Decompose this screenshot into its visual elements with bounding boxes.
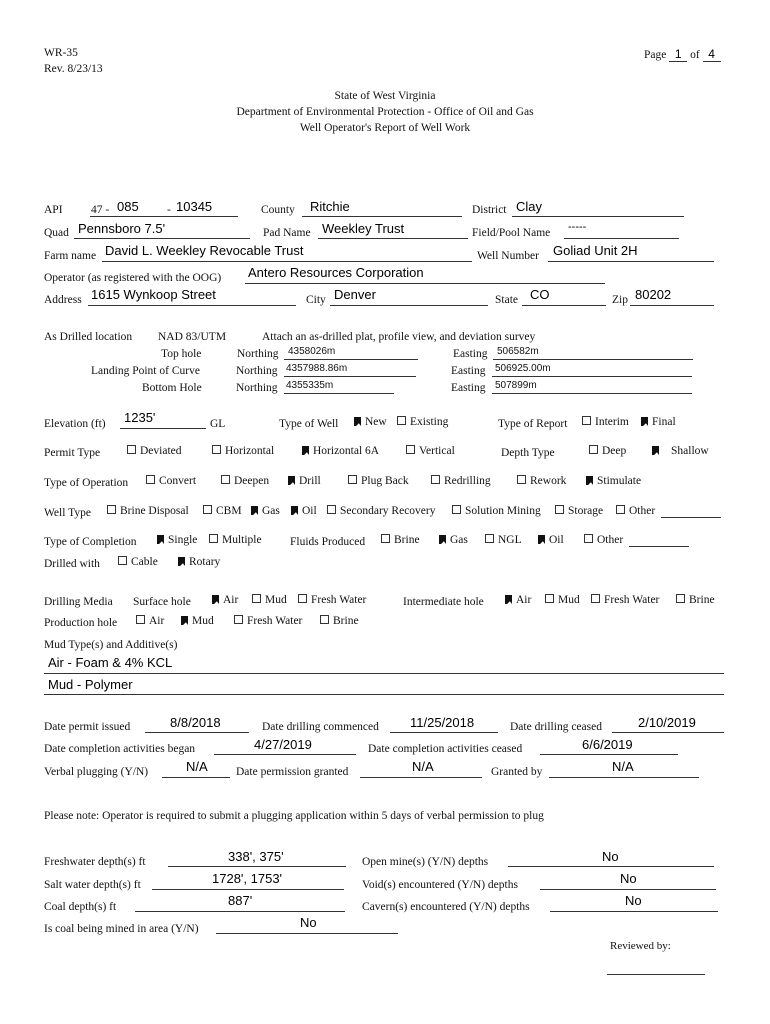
checked-icon <box>288 476 295 485</box>
granted-by-field[interactable]: N/A <box>612 759 634 774</box>
operator-field[interactable]: Antero Resources Corporation <box>248 265 424 280</box>
checkbox-icon <box>320 615 329 624</box>
checkbox-icon <box>203 505 212 514</box>
reviewed-by-line[interactable] <box>607 974 705 975</box>
op-deepen-option[interactable]: Deepen <box>221 475 269 487</box>
fluid-ngl-option[interactable]: NGL <box>485 534 522 546</box>
saltwater-label: Salt water depth(s) ft <box>44 879 141 891</box>
header-line2: Department of Environmental Protection - Office of Oil and Gas <box>236 106 534 118</box>
checkbox-icon <box>146 475 155 484</box>
checkbox-icon <box>381 534 390 543</box>
checked-icon <box>538 535 545 544</box>
checkbox-icon <box>397 416 406 425</box>
fluids-label: Fluids Produced <box>290 536 366 548</box>
wt-gas-option[interactable]: Gas <box>251 505 280 517</box>
api-dash: - <box>167 204 171 216</box>
inter-mud-option[interactable]: Mud <box>545 594 580 606</box>
checked-icon <box>251 506 258 515</box>
checkbox-icon <box>591 594 600 603</box>
well-number-label: Well Number <box>477 250 539 262</box>
date-permit-field[interactable]: 8/8/2018 <box>170 715 221 730</box>
inter-air-option[interactable]: Air <box>505 594 531 606</box>
header-line3: Well Operator's Report of Well Work <box>299 122 471 134</box>
caverns-field[interactable]: No <box>625 893 642 908</box>
voids-label: Void(s) encountered (Y/N) depths <box>362 879 518 891</box>
field-pool-label: Field/Pool Name <box>472 227 551 239</box>
of-label: of <box>690 49 700 61</box>
permit-vertical-option[interactable]: Vertical <box>406 445 455 457</box>
caverns-label: Cavern(s) encountered (Y/N) depths <box>362 901 530 913</box>
checked-icon <box>652 446 659 455</box>
type-of-well-label: Type of Well <box>279 418 339 430</box>
mud-types-label: Mud Type(s) and Additive(s) <box>44 639 178 651</box>
checked-icon <box>157 535 164 544</box>
county-field[interactable]: Ritchie <box>310 199 350 214</box>
checkbox-icon <box>584 534 593 543</box>
checked-icon <box>641 417 648 426</box>
intermediate-hole-label: Intermediate hole <box>403 596 484 608</box>
checkbox-icon <box>616 505 625 514</box>
checked-icon <box>505 595 512 604</box>
checkbox-icon <box>545 594 554 603</box>
zip-label: Zip <box>612 294 628 306</box>
city-label: City <box>306 294 326 306</box>
wt-oil-option[interactable]: Oil <box>291 505 317 517</box>
surface-fresh-water-option[interactable]: Fresh Water <box>298 594 366 606</box>
farm-name-field[interactable]: David L. Weekley Revocable Trust <box>105 243 304 258</box>
farm-name-label: Farm name <box>44 250 97 262</box>
date-perm-granted-label: Date permission granted <box>236 766 349 778</box>
date-comp-ceased-label: Date completion activities ceased <box>368 743 523 755</box>
bottom-easting-label: Easting <box>451 382 486 394</box>
prod-fresh-water-option[interactable]: Fresh Water <box>234 615 302 627</box>
inter-fresh-water-option[interactable]: Fresh Water <box>591 594 659 606</box>
date-permit-label: Date permit issued <box>44 721 131 733</box>
page-total[interactable]: 4 <box>703 47 721 62</box>
permit-horizontal-option[interactable]: Horizontal <box>212 445 274 457</box>
wt-brine-disposal-option[interactable]: Brine Disposal <box>107 505 189 517</box>
inter-brine-option[interactable]: Brine <box>676 594 715 606</box>
date-comp-began-field[interactable]: 4/27/2019 <box>254 737 312 752</box>
checked-icon <box>302 446 309 455</box>
attach-label: Attach an as-drilled plat, profile view, and deviation survey <box>262 331 536 343</box>
open-mines-field[interactable]: No <box>602 849 619 864</box>
comp-multiple-option[interactable]: Multiple <box>209 534 262 546</box>
depth-type-label: Depth Type <box>501 447 555 459</box>
drill-rotary-option[interactable]: Rotary <box>178 556 220 568</box>
open-mines-label: Open mine(s) (Y/N) depths <box>362 856 489 868</box>
header-line1: State of West Virginia <box>334 90 436 102</box>
checkbox-icon <box>582 416 591 425</box>
checkbox-icon <box>298 594 307 603</box>
page-label: Page <box>644 49 667 61</box>
verbal-label: Verbal plugging (Y/N) <box>44 766 149 778</box>
verbal-field[interactable]: N/A <box>186 759 208 774</box>
drilled-with-label: Drilled with <box>44 558 100 570</box>
checked-icon <box>586 476 593 485</box>
date-commenced-field[interactable]: 11/25/2018 <box>410 715 475 730</box>
freshwater-field[interactable]: 338', 375' <box>228 849 284 864</box>
landing-northing-field[interactable]: 4357988.86m <box>286 363 348 374</box>
pad-name-field[interactable]: Weekley Trust <box>322 221 405 236</box>
well-existing-option[interactable]: Existing <box>397 416 448 428</box>
mud-type-1-field[interactable]: Air - Foam & 4% KCL <box>48 655 173 670</box>
checkbox-icon <box>107 505 116 514</box>
fluid-other-option[interactable]: Other <box>584 534 623 546</box>
drill-cable-option[interactable]: Cable <box>118 556 158 568</box>
op-plug-back-option[interactable]: Plug Back <box>348 475 409 487</box>
checkbox-icon <box>589 445 598 454</box>
elevation-label: Elevation (ft) <box>44 418 106 430</box>
state-label: State <box>495 294 518 306</box>
bottom-northing-field[interactable]: 4355335m <box>286 380 334 391</box>
checkbox-icon <box>452 505 461 514</box>
op-drill-option[interactable]: Drill <box>288 475 321 487</box>
pad-name-label: Pad Name <box>263 227 311 239</box>
top-easting-field[interactable]: 506582m <box>497 346 539 357</box>
landing-easting-field[interactable]: 506925.00m <box>495 363 551 374</box>
permit-deviated-option[interactable]: Deviated <box>127 445 182 457</box>
checked-icon <box>354 417 361 426</box>
operator-label: Operator (as registered with the OOG) <box>44 272 222 284</box>
county-label: County <box>261 204 295 216</box>
landing-northing-label: Northing <box>236 365 278 377</box>
form-rev: Rev. 8/23/13 <box>44 63 103 75</box>
quad-label: Quad <box>44 227 69 239</box>
zip-field[interactable]: 80202 <box>635 287 672 302</box>
api-permit-field[interactable]: 10345 <box>176 199 213 214</box>
top-northing-label: Northing <box>237 348 279 360</box>
op-stimulate-option[interactable]: Stimulate <box>586 475 641 487</box>
coal-mined-field[interactable]: No <box>300 915 317 930</box>
well-type-label: Well Type <box>44 507 91 519</box>
report-interim-option[interactable]: Interim <box>582 416 629 428</box>
permit-horizontal6a-option[interactable]: Horizontal 6A <box>302 445 379 457</box>
fluid-oil-option[interactable]: Oil <box>538 534 564 546</box>
gl-label: GL <box>210 418 226 430</box>
date-comp-began-label: Date completion activities began <box>44 743 196 755</box>
op-rework-option[interactable]: Rework <box>517 475 566 487</box>
api-county-field[interactable]: 085 <box>117 199 139 214</box>
mud-type-2-field[interactable]: Mud - Polymer <box>48 677 133 692</box>
wt-storage-option[interactable]: Storage <box>555 505 603 517</box>
fluid-gas-option[interactable]: Gas <box>439 534 468 546</box>
freshwater-label: Freshwater depth(s) ft <box>44 856 146 868</box>
plugging-note: Please note: Operator is required to submit a plugging application within 5 days of verbal permission to plug <box>44 810 544 822</box>
op-convert-option[interactable]: Convert <box>146 475 196 487</box>
depth-deep-option[interactable]: Deep <box>589 445 626 457</box>
date-commenced-label: Date drilling commenced <box>262 721 379 733</box>
wt-cbm-option[interactable]: CBM <box>203 505 242 517</box>
elevation-field[interactable]: 1235' <box>124 410 156 425</box>
checked-icon <box>291 506 298 515</box>
wt-solution-option[interactable]: Solution Mining <box>452 505 541 517</box>
address-field[interactable]: 1615 Wynkoop Street <box>91 287 216 302</box>
address-label: Address <box>44 294 82 306</box>
checkbox-icon <box>431 475 440 484</box>
checkbox-icon <box>517 475 526 484</box>
top-northing-field[interactable]: 4358026m <box>288 346 336 357</box>
landing-label: Landing Point of Curve <box>91 365 200 377</box>
surface-mud-option[interactable]: Mud <box>252 594 287 606</box>
checked-icon <box>181 616 188 625</box>
date-ceased-label: Date drilling ceased <box>510 721 602 733</box>
well-number-field[interactable]: Goliad Unit 2H <box>553 243 638 258</box>
checked-icon <box>439 535 446 544</box>
top-hole-label: Top hole <box>161 348 202 360</box>
district-label: District <box>472 204 507 216</box>
coal-field[interactable]: 887' <box>228 893 253 908</box>
permit-type-label: Permit Type <box>44 447 101 459</box>
report-final-option[interactable]: Final <box>641 416 676 428</box>
voids-field[interactable]: No <box>620 871 637 886</box>
landing-easting-label: Easting <box>451 365 486 377</box>
surface-air-option[interactable]: Air <box>212 594 238 606</box>
production-hole-label: Production hole <box>44 617 118 629</box>
checkbox-icon <box>485 534 494 543</box>
nad-label: NAD 83/UTM <box>158 331 227 343</box>
quad-field[interactable]: Pennsboro 7.5' <box>78 221 166 236</box>
checkbox-icon <box>136 615 145 624</box>
checkbox-icon <box>212 445 221 454</box>
coal-mined-label: Is coal being mined in area (Y/N) <box>44 923 199 935</box>
checkbox-icon <box>252 594 261 603</box>
checkbox-icon <box>234 615 243 624</box>
checkbox-icon <box>118 556 127 565</box>
surface-hole-label: Surface hole <box>133 596 191 608</box>
bottom-hole-label: Bottom Hole <box>142 382 202 394</box>
wt-secondary-option[interactable]: Secondary Recovery <box>327 505 435 517</box>
checkbox-icon <box>127 445 136 454</box>
checked-icon <box>212 595 219 604</box>
depth-shallow-option[interactable]: Shallow <box>652 445 709 457</box>
checkbox-icon <box>327 505 336 514</box>
checkbox-icon <box>348 475 357 484</box>
type-of-report-label: Type of Report <box>498 418 568 430</box>
field-pool-field[interactable]: ----- <box>568 221 587 233</box>
comp-single-option[interactable]: Single <box>157 534 197 546</box>
date-comp-ceased-field[interactable]: 6/6/2019 <box>582 737 633 752</box>
well-new-option[interactable]: New <box>354 416 387 428</box>
api-label: API <box>44 204 63 216</box>
city-field[interactable]: Denver <box>334 287 376 302</box>
date-perm-granted-field[interactable]: N/A <box>412 759 434 774</box>
state-field[interactable]: CO <box>530 287 550 302</box>
bottom-northing-label: Northing <box>236 382 278 394</box>
page-indicator <box>644 47 721 62</box>
page-number[interactable]: 1 <box>669 47 687 62</box>
api-prefix: 47 - <box>91 204 110 216</box>
op-redrilling-option[interactable]: Redrilling <box>431 475 491 487</box>
as-drilled-label: As Drilled location <box>44 331 133 343</box>
checkbox-icon <box>209 534 218 543</box>
wt-other-option[interactable]: Other <box>616 505 655 517</box>
saltwater-field[interactable]: 1728', 1753' <box>212 871 283 886</box>
granted-by-label: Granted by <box>491 766 543 778</box>
district-field[interactable]: Clay <box>516 199 543 214</box>
form-id: WR-35 <box>44 47 78 59</box>
checked-icon <box>178 557 185 566</box>
type-completion-label: Type of Completion <box>44 536 137 548</box>
fluid-brine-option[interactable]: Brine <box>381 534 420 546</box>
checkbox-icon <box>406 445 415 454</box>
date-ceased-field[interactable]: 2/10/2019 <box>638 715 696 730</box>
bottom-easting-field[interactable]: 507899m <box>495 380 537 391</box>
prod-brine-option[interactable]: Brine <box>320 615 359 627</box>
coal-label: Coal depth(s) ft <box>44 901 117 913</box>
prod-air-option[interactable]: Air <box>136 615 164 627</box>
prod-mud-option[interactable]: Mud <box>181 615 214 627</box>
type-operation-label: Type of Operation <box>44 477 129 489</box>
checkbox-icon <box>221 475 230 484</box>
drilling-media-label: Drilling Media <box>44 596 113 608</box>
reviewed-by-label: Reviewed by: <box>610 940 671 952</box>
top-easting-label: Easting <box>453 348 488 360</box>
checkbox-icon <box>676 594 685 603</box>
checkbox-icon <box>555 505 564 514</box>
